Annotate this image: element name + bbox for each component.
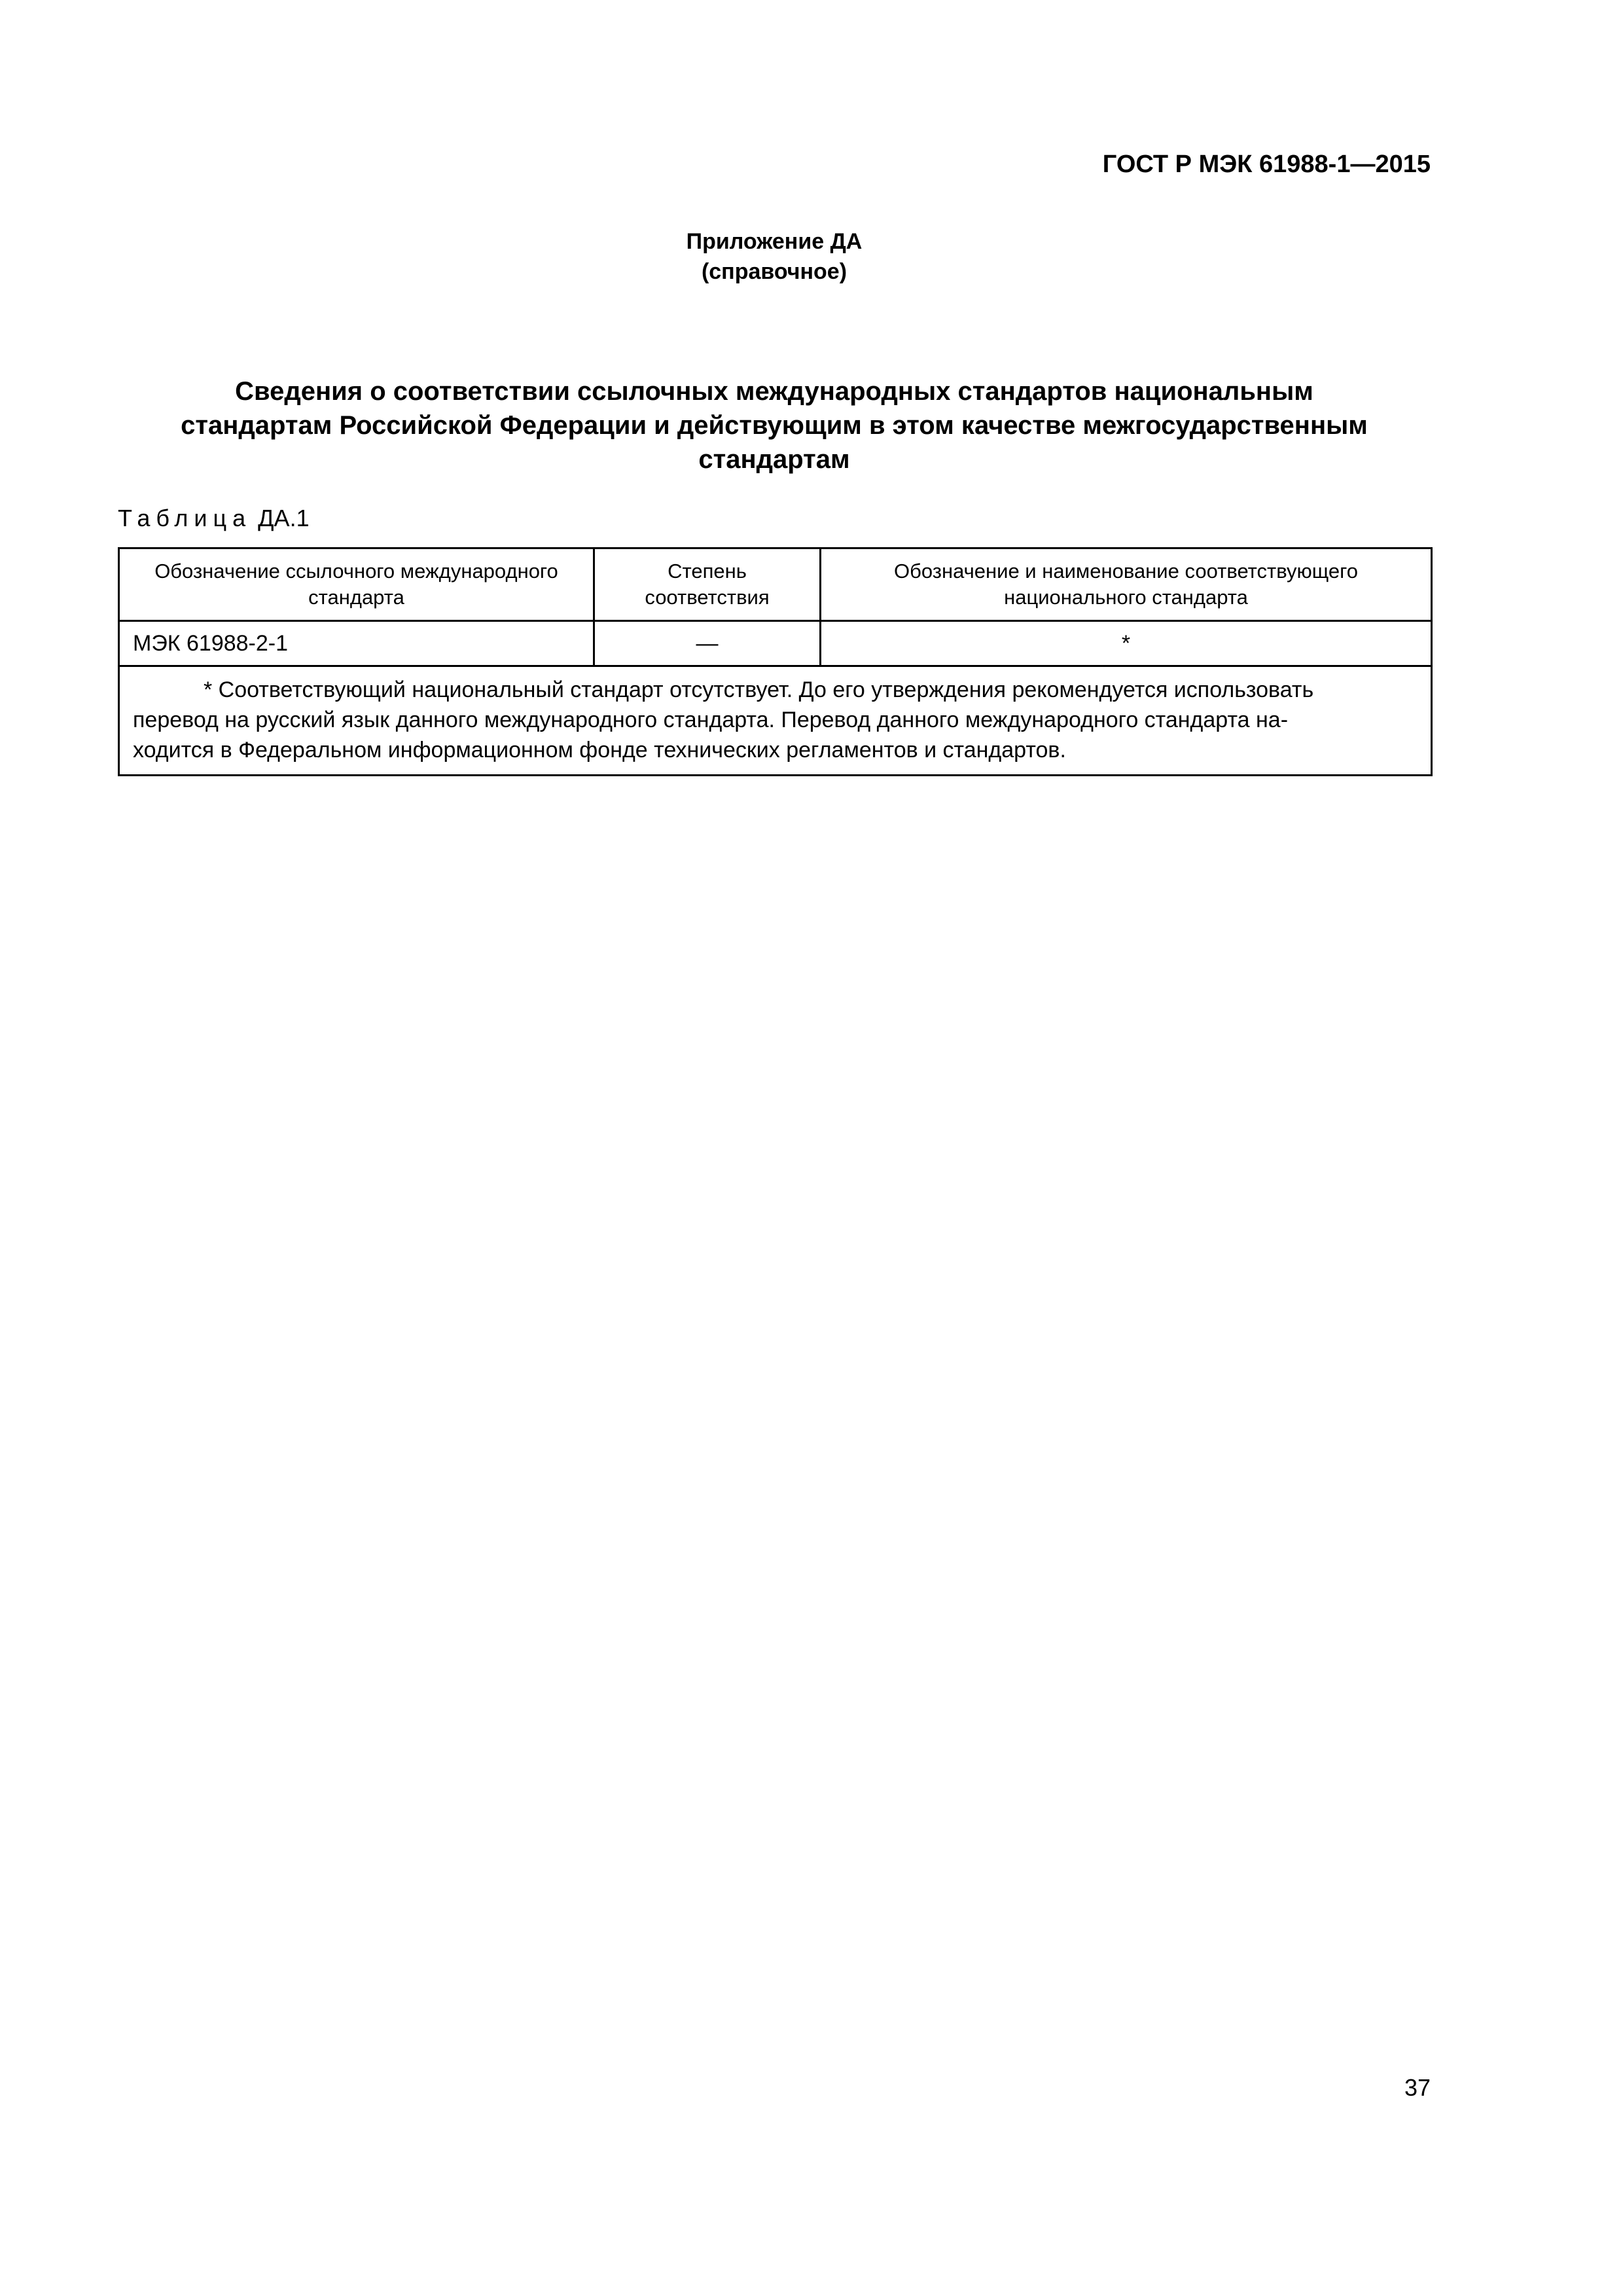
section-title-line: стандартам Российской Федерации и действующим в этом качестве межгосударственным: [181, 411, 1368, 440]
section-title-line: стандартам: [698, 445, 850, 474]
table-caption-number: ДА.1: [258, 505, 310, 531]
section-title-line: Сведения о соответствии ссылочных международных стандартов национальным: [235, 377, 1313, 406]
section-title: [118, 374, 1431, 476]
header-degree-of-conformity: Степень соответствия: [594, 548, 821, 621]
footnote-line: * Соответствующий национальный стандарт отсутствует. До его утверждения рекомендуется использовать: [204, 677, 1314, 702]
table-footnote: [119, 666, 1432, 776]
appendix-subtitle: (справочное): [701, 259, 847, 284]
appendix-heading: [118, 226, 1431, 287]
table-caption-word: Таблица: [118, 505, 252, 531]
table-caption: [118, 504, 310, 533]
cell-degree-of-conformity: —: [594, 621, 821, 666]
reference-standards-table: [118, 547, 1433, 776]
footnote-line: ходится в Федеральном информационном фонде технических регламентов и стандартов.: [133, 738, 1066, 762]
header-national-standard: Обозначение и наименование соответствующего национального стандарта: [821, 548, 1432, 621]
table-footnote-row: [119, 666, 1432, 776]
header-international-standard: Обозначение ссылочного международного стандарта: [119, 548, 594, 621]
document-code: ГОСТ Р МЭК 61988-1—2015: [1102, 151, 1431, 178]
table-row: [119, 621, 1432, 666]
footnote-line: перевод на русский язык данного международного стандарта. Перевод данного международного стандарта на-: [133, 708, 1289, 732]
page-number: 37: [1404, 2074, 1431, 2101]
cell-international-standard: МЭК 61988-2-1: [119, 621, 594, 666]
table-header-row: [119, 548, 1432, 621]
appendix-title: Приложение ДА: [686, 229, 863, 254]
cell-national-standard: *: [821, 621, 1432, 666]
